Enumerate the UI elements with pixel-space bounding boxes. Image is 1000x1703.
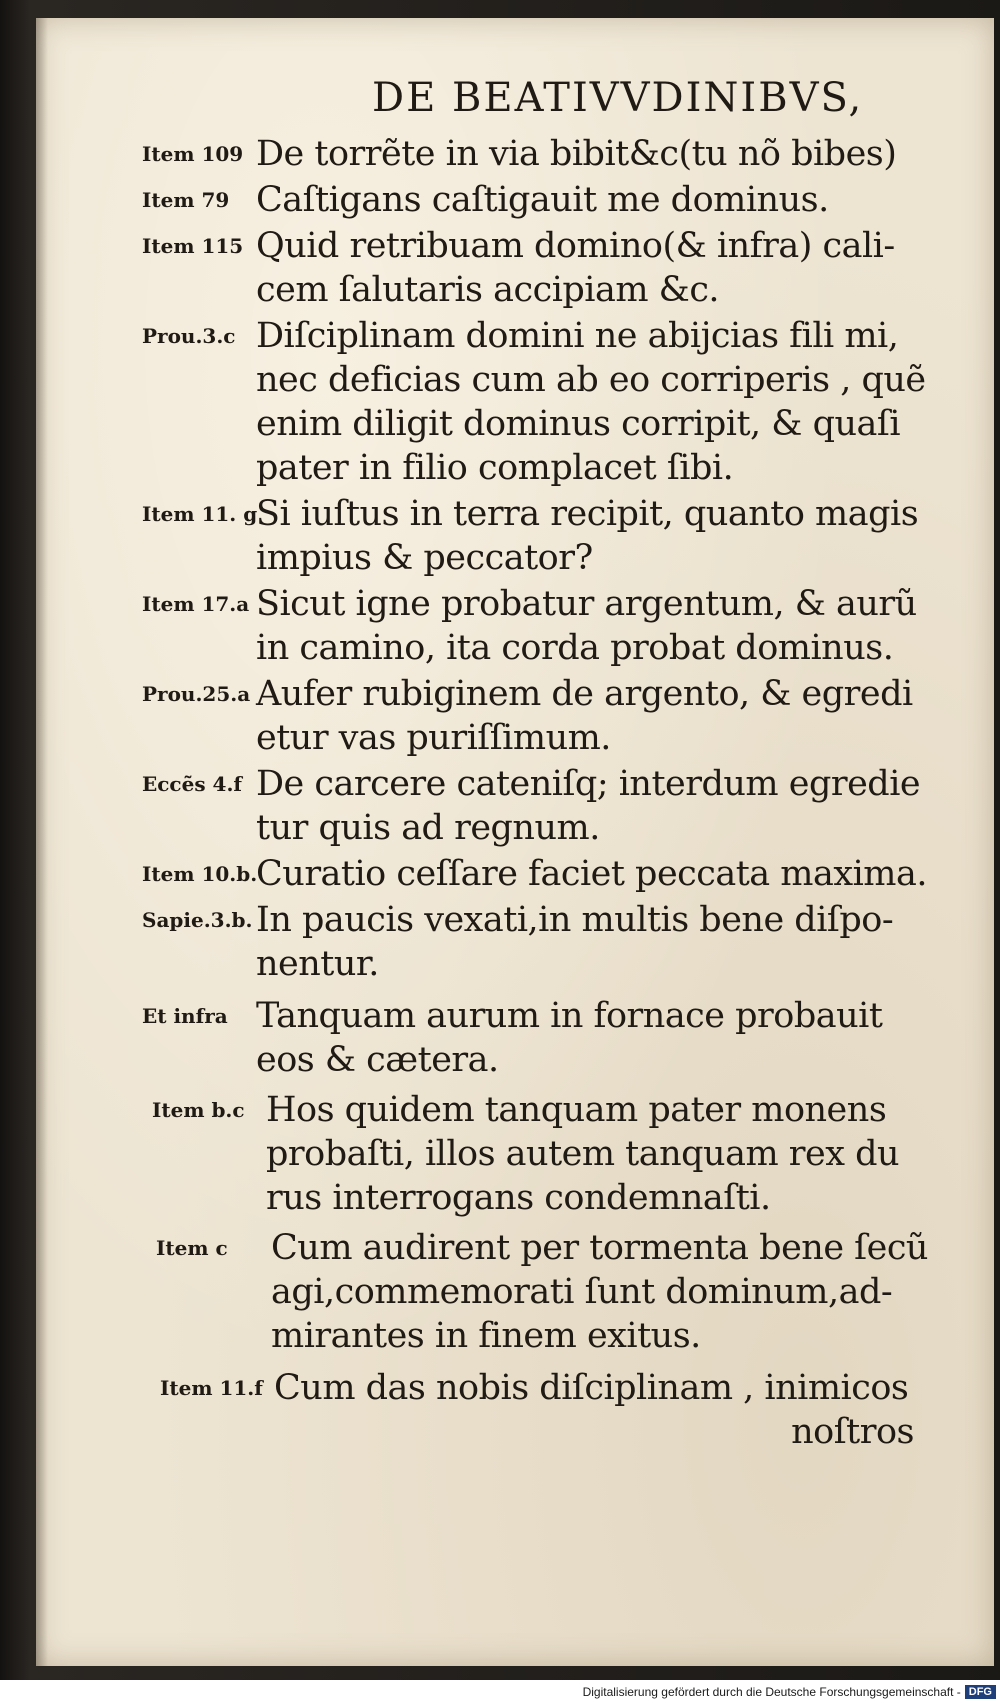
margin-reference: Item 115	[142, 234, 244, 258]
text-line: Caſtigans caſtigauit me dominus.	[256, 180, 829, 220]
entry-text	[256, 994, 896, 1082]
margin-reference: Item c	[156, 1236, 228, 1260]
margin-reference: Item 11.f	[160, 1376, 263, 1400]
entry-text	[256, 762, 921, 850]
entry	[36, 762, 994, 850]
text-line: Hos quidem tanquam pater monens	[266, 1090, 887, 1130]
entry	[36, 132, 994, 176]
entry	[36, 1366, 994, 1454]
margin-reference: Item 11. g	[142, 502, 258, 526]
text-line: Tanquam aurum in fornace probauit	[256, 996, 883, 1036]
entry	[36, 314, 994, 490]
entry-text	[256, 314, 926, 490]
text-line: pater in filio complacet ſibi.	[256, 448, 734, 488]
text-line: Cum audirent per tormenta bene ſecũ	[271, 1228, 928, 1268]
text-line: Sicut igne probatur argentum, & aurũ	[256, 584, 917, 624]
margin-reference: Item 17.a	[142, 592, 250, 616]
margin-reference: Item 79	[142, 188, 230, 212]
text-line: agi,commemorati ſunt dominum,ad-	[271, 1272, 893, 1312]
text-line: eos & cætera.	[256, 1040, 499, 1080]
margin-reference: Item b.c	[152, 1098, 245, 1122]
text-line: probaſti, illos autem tanquam rex du	[266, 1134, 900, 1174]
entry-text	[256, 224, 896, 312]
text-line: Diſciplinam domini ne abijcias fili mi,	[256, 316, 899, 356]
entry	[36, 994, 994, 1082]
dfg-logo: DFG	[965, 1685, 996, 1699]
margin-reference: Item 10.b.	[142, 862, 258, 886]
text-line: De torrẽte in via bibit&c(tu nõ bibes)	[256, 134, 897, 174]
text-line: Aufer rubiginem de argento, & egredi	[256, 674, 913, 714]
text-line: mirantes in finem exitus.	[271, 1316, 701, 1356]
text-line: tur quis ad regnum.	[256, 808, 600, 848]
digitization-footer	[0, 1680, 1000, 1703]
text-line: In paucis vexati,in multis bene diſpo-	[256, 900, 894, 940]
entry	[36, 178, 994, 222]
text-line: Cum das nobis diſciplinam , inimicos	[274, 1368, 909, 1408]
text-line: etur vas puriſſimum.	[256, 718, 611, 758]
text-line: nentur.	[256, 944, 379, 984]
book-page	[36, 18, 994, 1666]
entry-text	[271, 1226, 928, 1358]
text-line: Curatio ceſſare faciet peccata maxima.	[256, 854, 927, 894]
entry-text	[256, 582, 917, 670]
entry	[36, 1226, 994, 1358]
running-head: DE BEATIVVDINIBVS,	[372, 75, 864, 121]
text-line: in camino, ita corda probat dominus.	[256, 628, 894, 668]
entry	[36, 224, 994, 312]
margin-reference: Eccẽs 4.f	[142, 772, 243, 796]
catchword: noſtros	[791, 1412, 914, 1452]
entry	[36, 898, 994, 986]
entry-text	[256, 852, 927, 896]
entry-text	[256, 492, 919, 580]
entry	[36, 1088, 994, 1220]
entry-text	[274, 1366, 914, 1454]
entry	[36, 672, 994, 760]
text-line: Si iuſtus in terra recipit, quanto magis	[256, 494, 919, 534]
footer-credit: Digitalisierung gefördert durch die Deutsche Forschungsgemeinschaft -	[582, 1684, 961, 1699]
margin-reference: Item 109	[142, 142, 244, 166]
entry-text	[256, 898, 896, 986]
entry	[36, 852, 994, 896]
margin-reference: Et infra	[142, 1004, 228, 1028]
text-line: enim diligit dominus corripit, & quaſi	[256, 404, 901, 444]
text-line: impius & peccator?	[256, 538, 593, 578]
entry-text	[256, 132, 896, 176]
entry-text	[256, 178, 896, 222]
margin-reference: Prou.3.c	[142, 324, 236, 348]
text-line: nec deficias cum ab eo corriperis , quẽ	[256, 360, 926, 400]
page-body	[36, 132, 994, 1454]
text-line: cem ſalutaris accipiam &c.	[256, 270, 720, 310]
entry-text	[256, 672, 913, 760]
text-line: Quid retribuam domino(& infra) cali-	[256, 226, 895, 266]
text-line: rus interrogans condemnaſti.	[266, 1178, 771, 1218]
entry	[36, 492, 994, 580]
entry-text	[266, 1088, 906, 1220]
margin-reference: Prou.25.a	[142, 682, 251, 706]
entry	[36, 582, 994, 670]
margin-reference: Sapie.3.b.	[142, 908, 253, 932]
text-line: De carcere cateniſq; interdum egredie	[256, 764, 921, 804]
